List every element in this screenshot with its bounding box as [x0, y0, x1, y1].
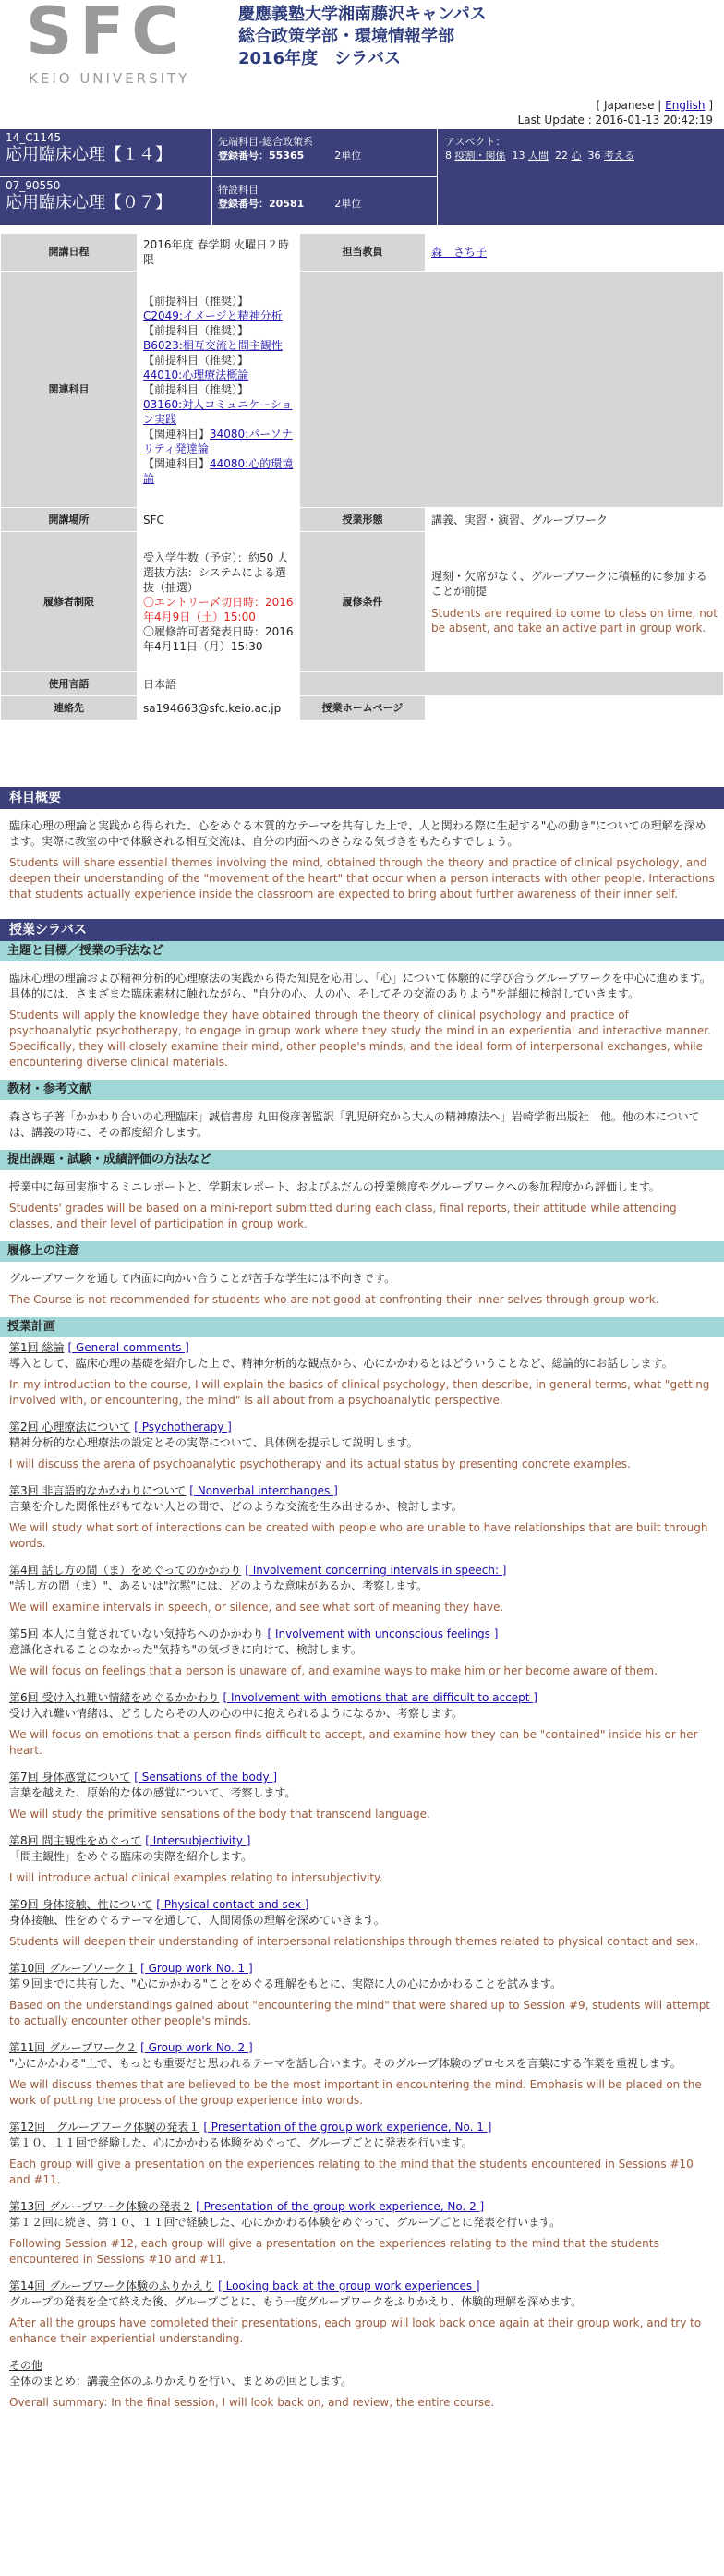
lecture-list [0, 1337, 724, 2355]
related-item [143, 294, 294, 323]
text-body [0, 1100, 724, 1150]
lecture-english-link[interactable]: [ Involvement with unconscious feelings ] [267, 1627, 499, 1640]
lecture-item [0, 1481, 724, 1560]
lecture-english-link[interactable]: [ Presentation of the group work experience, No. 2 ] [196, 2200, 485, 2213]
course-names [0, 129, 212, 225]
lecture-item [0, 1767, 724, 1831]
lecture-english-link[interactable]: [ Involvement concerning intervals in speech: ] [245, 1564, 507, 1577]
lecture-ja: 身体接触、性をめぐるテーマを通して、人間関係の理解を深めていきます。 [9, 1914, 385, 1927]
lecture-heading: 第2回 心理療法について [9, 1421, 131, 1433]
lecture-heading: 第6回 受け入れ難い情緒をめぐるかかわり [9, 1691, 220, 1704]
aspect-label: アスペクト： [445, 136, 506, 148]
course-category: 特設科目 [218, 184, 259, 196]
title-line-1: 慶應義塾大学湘南藤沢キャンパス [238, 5, 487, 24]
lecture-title [9, 1420, 715, 1435]
lecture-title [9, 1690, 715, 1706]
related-link[interactable]: 44080:心的環境論 [143, 456, 294, 485]
related-link[interactable]: C2049:イメージと精神分析 [143, 308, 283, 322]
eval-body [0, 1170, 724, 1241]
lecture-item [0, 1417, 724, 1481]
course-info-table [0, 233, 724, 720]
lecture-en: Following Session #12, each group will give a presentation on the experiences relating to the mind that the students encountered in Sessions #10 and #11. [9, 2237, 659, 2266]
course-category: 先端科目-総合政策系 [218, 136, 313, 148]
note-body [0, 1262, 724, 1317]
lecture-item [0, 2038, 724, 2117]
lang-open: [ Japanese | [596, 99, 666, 112]
semester-label: 開講日程 [1, 234, 138, 272]
homepage-value [426, 696, 724, 720]
lecture-ja: 意識化されることのなかった"気持ち"の気づきに向けて、検討します。 [9, 1643, 362, 1656]
lecture-heading: 第11回 グループワーク２ [9, 2041, 138, 2054]
lecture-en: We will discuss themes that are believed to be the most important in encountering the mind. Emphasis will be placed on the work of putting the process of the group experience into words. [9, 2078, 702, 2107]
selection-method: 選抜方法：システムによる選抜（抽選） [143, 565, 286, 594]
page-header [0, 0, 724, 92]
condition-label: 履修条件 [300, 532, 426, 672]
language-bar [518, 98, 724, 127]
condition-value [426, 532, 724, 672]
reg-label: 登録番号： [218, 198, 269, 210]
aspect-num: 36 [587, 150, 601, 162]
course-name: 応用臨床心理【０７】 [6, 193, 172, 212]
last-update: Last Update : 2016-01-13 20:42:19 [517, 114, 713, 127]
course-registration [212, 129, 438, 225]
aspect-link[interactable]: 疫割・関係 [454, 150, 506, 162]
related-label: 関連科目 [1, 272, 138, 508]
lecture-title [9, 1770, 715, 1785]
course-code: 14_C1145 [6, 131, 62, 144]
teacher-link[interactable]: 森 さち子 [431, 246, 488, 259]
lecture-ja: 受け入れ難い情緒は、どうしたらその人の心の中に抱えられるようになるか、考察します。 [9, 1707, 464, 1720]
lecture-en: We will examine intervals in speech, or silence, and see what sort of meaning they have. [9, 1601, 504, 1614]
lecture-heading: 第5回 本人に自覚されていない気持ちへのかかわり [9, 1627, 264, 1640]
page-title [238, 4, 487, 70]
lecture-title [9, 2279, 715, 2294]
note-en: The Course is not recommended for students who are not good at confronting their inner selves through group work. [9, 1293, 659, 1306]
overview-body [0, 809, 724, 912]
lecture-ja: 精神分析的な心理療法の設定とその実際について、具体例を提示して説明します。 [9, 1436, 418, 1449]
course-item-0 [0, 129, 212, 177]
homepage-label: 授業ホームページ [300, 696, 426, 720]
related-item [143, 382, 294, 427]
teacher-value [426, 234, 724, 272]
place-label: 開講場所 [1, 508, 138, 532]
lecture-ja: 第１２回に続き、第１０、１１回で経験した、心にかかわる体験をめぐって、グループごとに発表を行います。 [9, 2216, 561, 2229]
related-item [143, 353, 294, 382]
course-name: 応用臨床心理【１４】 [6, 145, 172, 164]
lecture-en: Each group will give a presentation on the experiences relating to the mind that the students encountered in Sessions #10 and #11. [9, 2158, 694, 2186]
aspect-link[interactable]: 心 [571, 150, 582, 162]
lecture-item [0, 1560, 724, 1624]
lecture-item [0, 2117, 724, 2196]
related-tag: 【前提科目（推奨）】 [143, 382, 249, 396]
related-item [143, 456, 294, 486]
capacity: 受入学生数（予定）：約50 人 [143, 550, 289, 564]
lecture-ja: 導入として、臨床心理の基礎を紹介した上で、精神分析的な観点から、心にかかわるとはどういうことなど、総論的にお話しします。 [9, 1357, 673, 1370]
lecture-ja: "話し方の間（ま）"、あるいは"沈黙"には、どのような意味があるか、考察します。 [9, 1579, 428, 1592]
lecture-item [0, 1894, 724, 1958]
lecture-en: We will focus on emotions that a person finds difficult to accept, and examine how they can be "contained" inside his or her heart. [9, 1728, 698, 1757]
lecture-item [0, 1831, 724, 1894]
related-tag: 【関連科目】 [143, 427, 211, 441]
lecture-english-link[interactable]: [ Intersubjectivity ] [145, 1834, 251, 1847]
place-value: SFC [138, 508, 300, 532]
lecture-item [0, 1687, 724, 1767]
reg-item-0 [212, 129, 438, 177]
lecture-heading: 第8回 間主観性をめぐって [9, 1834, 142, 1847]
related-link[interactable]: 03160:対人コミュニケーション実践 [143, 397, 293, 426]
lecture-title [9, 2199, 715, 2215]
lecture-title [9, 1483, 715, 1499]
lecture-english-link[interactable]: [ Physical contact and sex ] [156, 1898, 309, 1911]
lecture-en: We will focus on feelings that a person is unaware of, and examine ways to make him or her become aware of them. [9, 1664, 658, 1677]
lecture-heading: 第1回 総論 [9, 1341, 65, 1354]
lecture-en: Based on the understandings gained about "encountering the mind" that were shared up to Session #9, students will attempt to actually encounter other people's minds. [9, 1999, 711, 2027]
limit-value [138, 532, 300, 672]
aspect-list [445, 149, 717, 163]
lecture-english-link[interactable]: [ Group work No. 2 ] [140, 2041, 253, 2054]
course-code: 07_90550 [6, 179, 61, 192]
lecture-ja: 第９回までに共有した、"心にかかわる"ことをめぐる理解をもとに、実際に人の心にかかわることを試みます。 [9, 1977, 562, 1990]
goal-body [0, 961, 724, 1080]
overview-en: Students will share essential themes involving the mind, obtained through the theory and practice of clinical psychology, and deepen their understanding of the "movement of the heart" that occur when a person interacts with other people. Interactions that students actually experience inside the classroom are expected to bring about further awareness of their inner self. [9, 856, 715, 901]
lecture-title [9, 1563, 715, 1578]
note-header: 履修上の注意 [0, 1241, 724, 1262]
aspect-link[interactable]: 考える [604, 150, 634, 162]
lecture-english-link[interactable]: [ Psychotherapy ] [134, 1421, 232, 1433]
announce-date: 〇履修許可者発表日時：2016年4月11日（月）15:30 [143, 624, 294, 653]
text-ja: 森さち子著「かかわり合いの心理臨床」誠信書房 丸田俊彦著監訳「乳児研究から大人の精神療法へ」岩崎学術出版社 他。他の本については、講義の時に、その都度紹介します。 [9, 1110, 700, 1139]
course-credits: 2単位 [334, 198, 362, 210]
entry-deadline: 〇エントリー〆切日時：2016年4月9日（土）15:00 [143, 595, 294, 623]
lecture-ja: 「間主観性」をめぐる臨床の実際を紹介します。 [9, 1850, 253, 1863]
limit-label: 履修者制限 [1, 532, 138, 672]
aspect-num: 22 [555, 150, 568, 162]
lecture-en: Students will deepen their understanding of interpersonal relationships through themes related to physical contact and sex. [9, 1935, 699, 1948]
related-link[interactable]: 44010:心理療法概論 [143, 368, 249, 381]
overview-ja: 臨床心理の理論と実践から得られた、心をめぐる本質的なテーマを共有した上で、人と関わる際に生起する"心の動き"についての理解を深めます。実際に教室の中で体験される相互交流は、自分の内面へのさらなる気づきをもたらすでしょう。 [9, 819, 706, 848]
lecture-title [9, 1627, 715, 1642]
title-line-2: 総合政策学部・環境情報学部 [238, 27, 454, 46]
lecture-english-link[interactable]: [ Involvement with emotions that are difficult to accept ] [223, 1691, 537, 1704]
lecture-en: We will study what sort of interactions can be created with people who are unable to have relationships that are built through words. [9, 1521, 708, 1550]
lecture-ja: 第１０、１１回で経験した、心にかかわる体験をめぐって、グループごとに発表を行います。 [9, 2136, 473, 2149]
contact-label: 連絡先 [1, 696, 138, 720]
form-value: 講義、実習・演習、グループワーク [426, 508, 724, 532]
other-section [0, 2355, 724, 2419]
eval-header: 提出課題・試験・成績評価の方法など [0, 1150, 724, 1170]
aspect-link[interactable]: 人間 [528, 150, 549, 162]
english-link[interactable]: English [665, 99, 706, 112]
lecture-title [9, 1340, 715, 1356]
related-tag: 【前提科目（推奨）】 [143, 323, 249, 337]
lecture-english-link[interactable]: [ General comments ] [67, 1341, 189, 1354]
note-ja: グループワークを通して内面に向かい合うことが苦手な学生には不向きです。 [9, 1272, 396, 1285]
reg-number: 20581 [269, 198, 305, 210]
logo-main: SFC [26, 0, 187, 69]
main-content [0, 787, 724, 2419]
semester-value: 2016年度 春学期 火曜日２時限 [138, 234, 300, 272]
aspect-num: 13 [512, 150, 525, 162]
eval-ja: 授業中に毎回実施するミニレポートと、学期末レポート、およびふだんの授業態度やグループワークへの参加程度から評価します。 [9, 1180, 661, 1193]
goal-header: 主題と目標／授業の手法など [0, 941, 724, 961]
lecture-heading: 第3回 非言語的なかかわりについて [9, 1484, 187, 1497]
lecture-title [9, 2120, 715, 2135]
lecture-item [0, 1337, 724, 1417]
lecture-en: We will study the primitive sensations of the body that transcend language. [9, 1808, 430, 1820]
text-header: 教材・参考文献 [0, 1080, 724, 1100]
other-ja: 全体のまとめ：講義全体のふりかえりを行い、まとめの回とします。 [9, 2375, 353, 2388]
overview-header: 科目概要 [0, 787, 724, 809]
condition-en: Students are required to come to class on time, not be absent, and take an active part in group work. [431, 606, 718, 635]
lecture-title [9, 1961, 715, 1977]
lecture-heading: 第10回 グループワーク１ [9, 1962, 138, 1975]
language-value: 日本語 [138, 672, 300, 696]
lecture-title [9, 1833, 715, 1849]
sfc-logo [26, 0, 216, 87]
lecture-heading: 第14回 グループワーク体験のふりかえり [9, 2280, 215, 2292]
lecture-title [9, 1897, 715, 1913]
lecture-item [0, 1624, 724, 1687]
lecture-en: After all the groups have completed their presentations, each group will look back once again at their group work, and try to enhance their experiential understanding. [9, 2316, 702, 2345]
reg-label: 登録番号： [218, 150, 269, 162]
related-link[interactable]: B6023:相互交流と間主観性 [143, 338, 283, 352]
lecture-english-link[interactable]: [ Sensations of the body ] [134, 1771, 278, 1784]
course-item-1 [0, 177, 212, 225]
lecture-en: I will introduce actual clinical examples relating to intersubjectivity. [9, 1871, 383, 1884]
contact-value: sa194663@sfc.keio.ac.jp [138, 696, 300, 720]
related-tag: 【前提科目（推奨）】 [143, 294, 249, 308]
language-label: 使用言語 [1, 672, 138, 696]
lecture-english-link[interactable]: [ Looking back at the group work experiences ] [218, 2280, 480, 2292]
course-header [0, 129, 724, 225]
form-label: 授業形態 [300, 508, 426, 532]
related-list [138, 272, 300, 508]
related-tag: 【前提科目（推奨）】 [143, 353, 249, 367]
course-credits: 2単位 [334, 150, 362, 162]
syllabus-header: 授業シラバス [0, 919, 724, 941]
other-heading: その他 [9, 2359, 43, 2372]
related-link[interactable]: 34080:パーソナリティ発達論 [143, 427, 293, 455]
eval-en: Students' grades will be based on a mini-report submitted during each class, final reports, their attitude while attending classes, and their level of participation in group work. [9, 1202, 677, 1230]
goal-en: Students will apply the knowledge they have obtained through the theory of clinical psychology and practice of psychoanalytic psychotherapy, to engage in group work where they study the mind in an experiential and interactive manner. Specifically, they will closely examine their mind, other people's minds, and the ideal form of interpersonal exchanges, while encountering diverse clinical materials. [9, 1009, 711, 1069]
lecture-english-link[interactable]: [ Group work No. 1 ] [140, 1962, 253, 1975]
aspect-num: 8 [445, 150, 452, 162]
teacher-label: 担当教員 [300, 234, 426, 272]
lecture-en: I will discuss the arena of psychoanalytic psychotherapy and its actual status by presenting concrete examples. [9, 1457, 631, 1470]
other-en: Overall summary: In the final session, I will look back on, and review, the entire course. [9, 2396, 495, 2409]
logo-sub: KEIO UNIVERSITY [29, 70, 190, 87]
lecture-english-link[interactable]: [ Nonverbal interchanges ] [189, 1484, 338, 1497]
lecture-ja: 言葉を越えた、原始的な体の感覚について、考察します。 [9, 1786, 296, 1799]
condition-ja: 遅刻・欠席がなく、グループワークに積極的に参加することが前提 [431, 569, 707, 598]
lecture-ja: 言葉を介した関係性がもてない人との間で、どのような交流を生み出せるか、検討します。 [9, 1500, 463, 1513]
lecture-heading: 第9回 身体接触、性について [9, 1898, 153, 1911]
lecture-en: In my introduction to the course, I will explain the basics of clinical psychology, then describe, in general terms, what "getting involved with, or encountering, the mind" is all about from a psychoanalytic perspective. [9, 1378, 710, 1407]
lecture-heading: 第12回 グループワーク体験の発表１ [9, 2121, 200, 2134]
lecture-heading: 第13回 グループワーク体験の発表２ [9, 2200, 193, 2213]
lecture-heading: 第4回 話し方の間（ま）をめぐってのかかわり [9, 1564, 242, 1577]
plan-header: 授業計画 [0, 1317, 724, 1337]
lecture-title [9, 2040, 715, 2056]
aspect-panel [438, 129, 724, 225]
goal-ja: 臨床心理の理論および精神分析的心理療法の実践から得た知見を応用し、「心」について体験的に学び合うグループワークを中心に進めます。具体的には、さまざまな臨床素材に触れながら、"自分の心、人の心、そしてその交流のありよう"を詳細に検討していきます。 [9, 972, 711, 1000]
related-tag: 【関連科目】 [143, 456, 211, 470]
lecture-ja: "心にかかわる"上で、もっとも重要だと思われるテーマを話し合います。そのグループ体験のプロセスを言葉にする作業を重視します。 [9, 2057, 682, 2070]
lecture-item [0, 2196, 724, 2276]
lecture-english-link[interactable]: [ Presentation of the group work experience, No. 1 ] [203, 2121, 492, 2134]
lang-close: ] [705, 99, 713, 112]
reg-item-1 [212, 177, 438, 225]
related-item [143, 323, 294, 353]
reg-number: 55365 [269, 150, 305, 162]
lecture-ja: グループの発表を全て終えた後、グループごとに、もう一度グループワークをふりかえり、体験的理解を深めます。 [9, 2295, 583, 2308]
lecture-item [0, 2276, 724, 2355]
title-line-3: 2016年度 シラバス [238, 49, 402, 68]
related-item [143, 427, 294, 456]
lecture-item [0, 1958, 724, 2038]
lecture-heading: 第7回 身体感覚について [9, 1771, 131, 1784]
